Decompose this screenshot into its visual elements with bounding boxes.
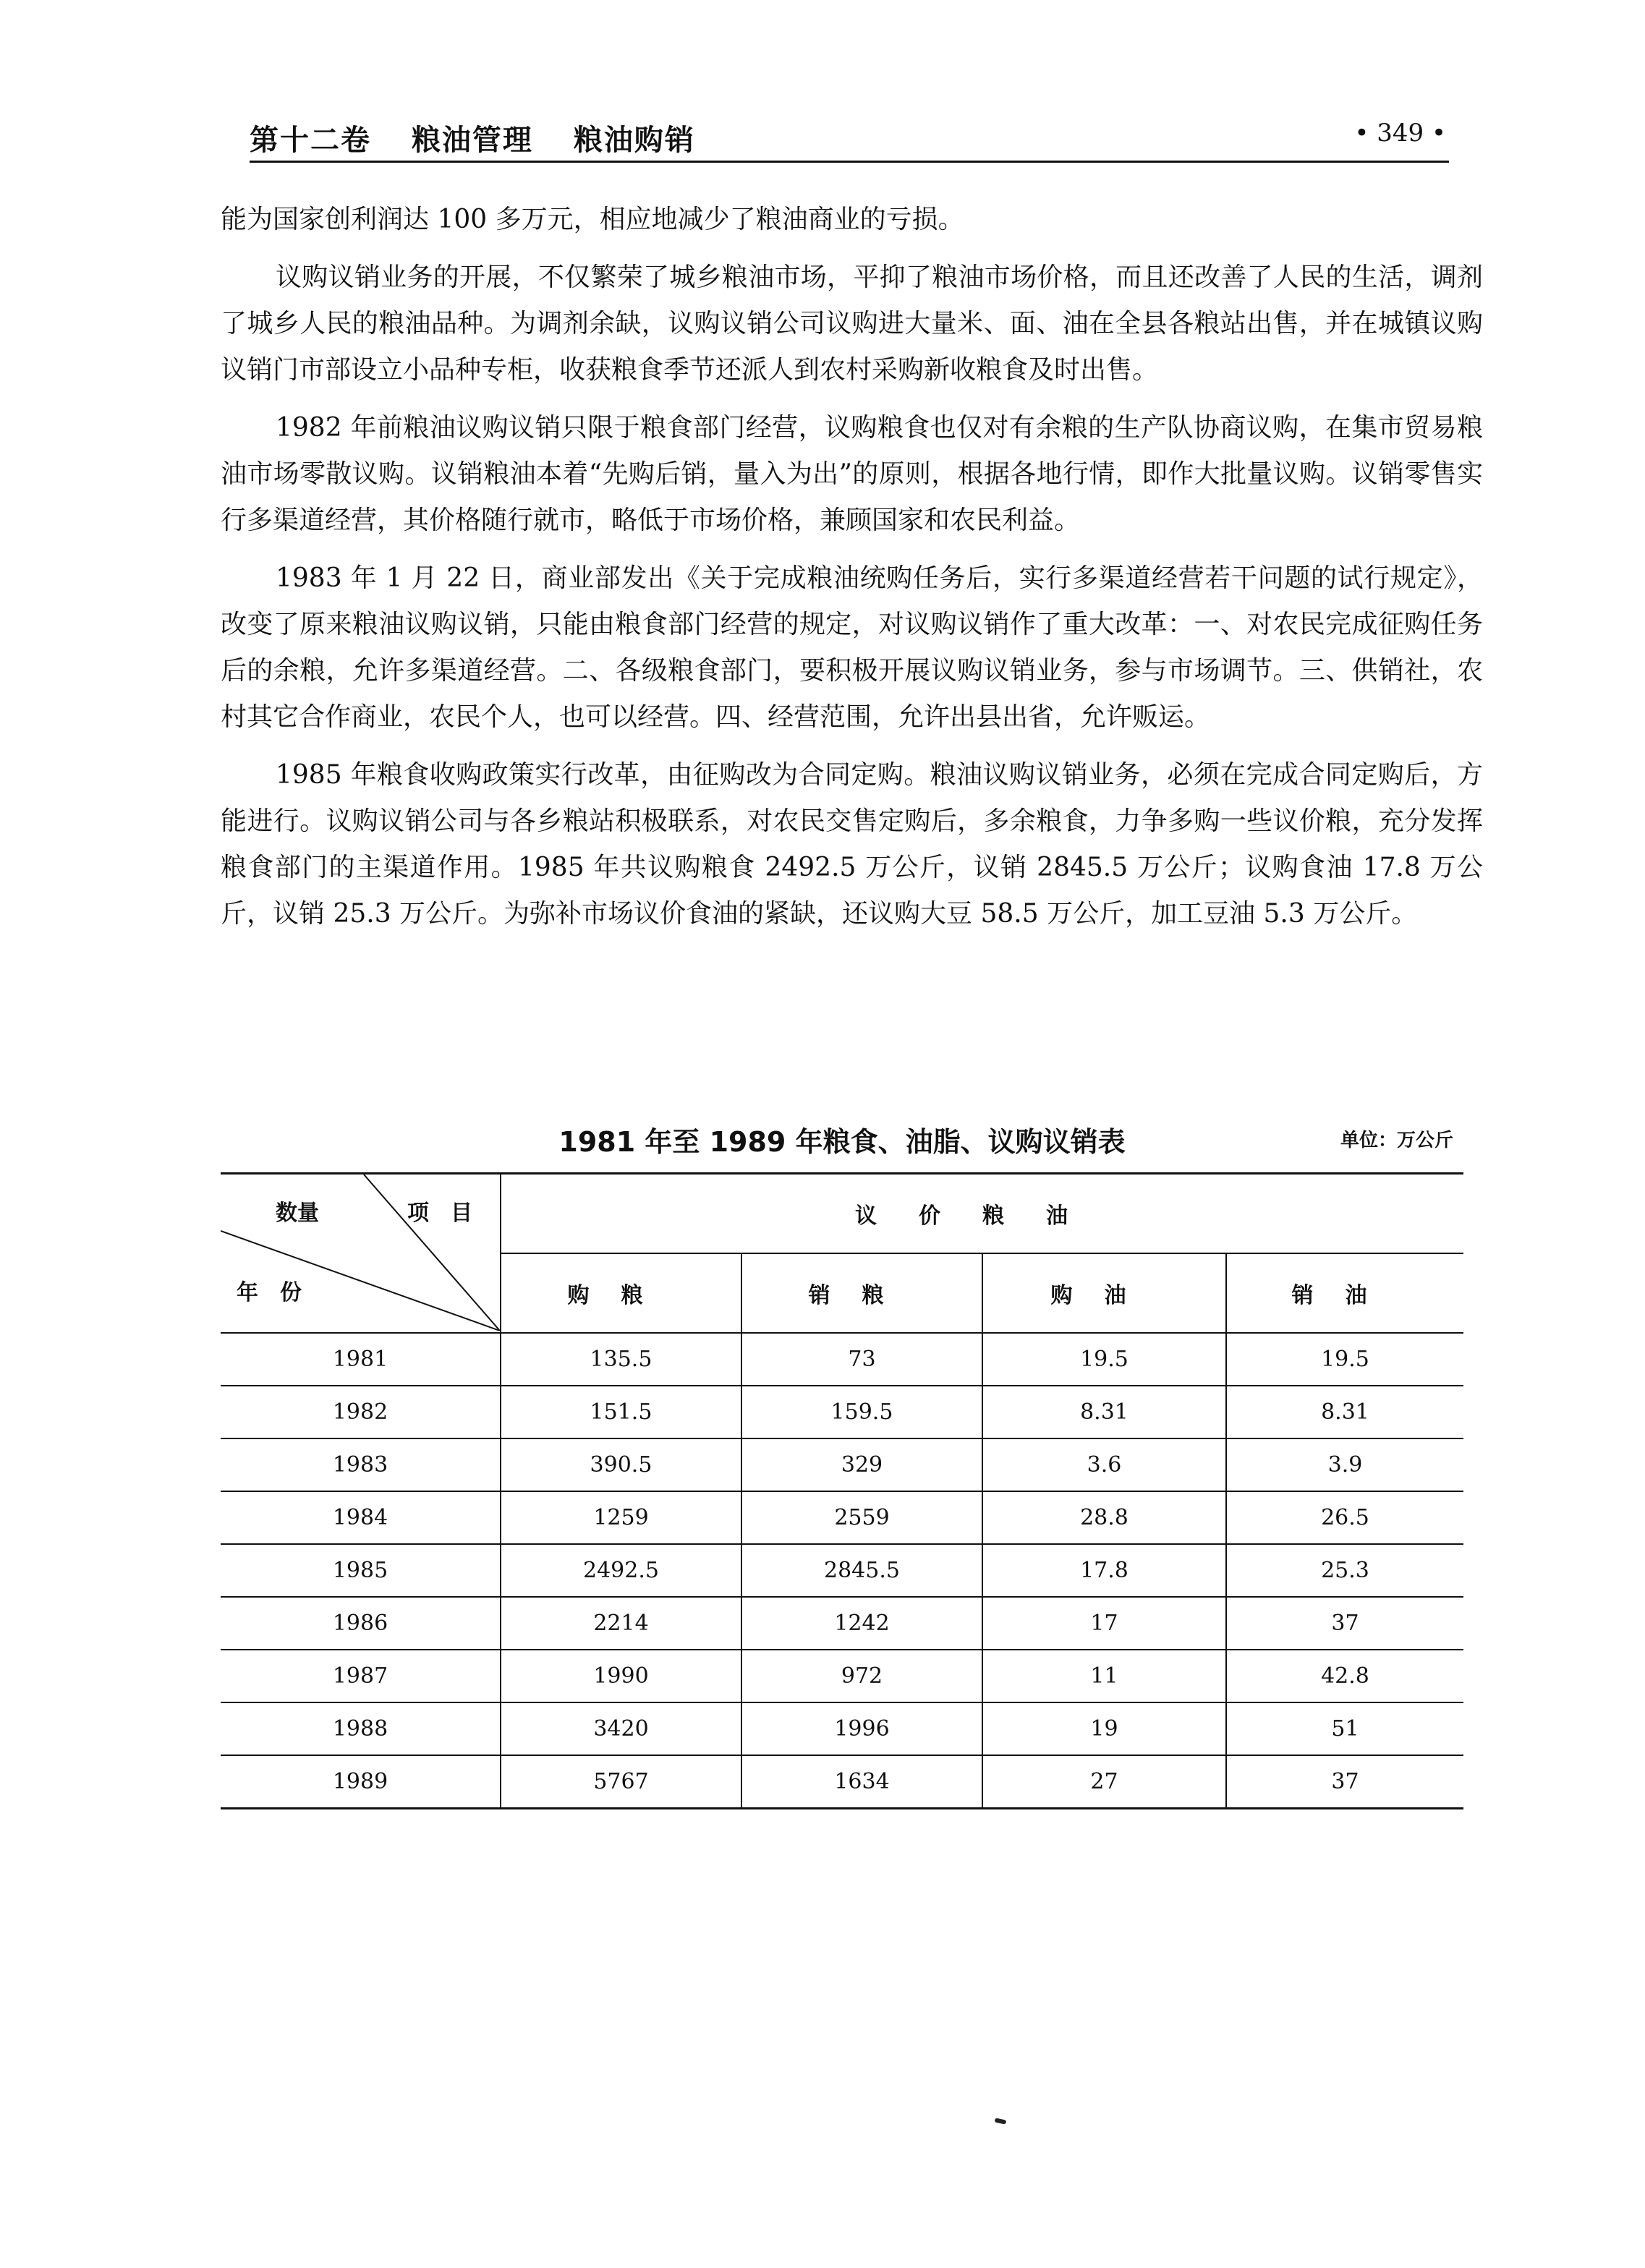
sell-grain-cell: 1996	[741, 1702, 982, 1755]
buy-grain-cell: 2214	[501, 1597, 741, 1650]
buy-grain-cell: 390.5	[501, 1438, 741, 1491]
buy-grain-cell: 3420	[501, 1702, 741, 1755]
buy-grain-cell: 135.5	[501, 1333, 741, 1386]
buy-oil-cell: 27	[982, 1755, 1226, 1809]
column-header-sell-grain: 销粮	[741, 1253, 982, 1333]
sell-grain-cell: 2559	[741, 1491, 982, 1544]
table-row	[221, 1755, 1463, 1809]
buy-grain-cell: 5767	[501, 1755, 741, 1809]
sell-oil-cell: 51	[1226, 1702, 1463, 1755]
table-row	[221, 1333, 1463, 1386]
sell-grain-cell: 1634	[741, 1755, 982, 1809]
sell-oil-cell: 26.5	[1226, 1491, 1463, 1544]
volume-title: 第十二卷	[250, 124, 371, 157]
section-title: 粮油管理	[411, 124, 533, 157]
buy-grain-cell: 2492.5	[501, 1544, 741, 1597]
year-cell: 1984	[221, 1491, 501, 1544]
buy-oil-cell: 11	[982, 1650, 1226, 1702]
body-text	[221, 197, 1483, 949]
buy-grain-cell: 1259	[501, 1491, 741, 1544]
buy-oil-cell: 17	[982, 1597, 1226, 1650]
corner-quantity-label: 数量	[276, 1201, 319, 1226]
table-row	[221, 1386, 1463, 1438]
buy-oil-cell: 8.31	[982, 1386, 1226, 1438]
corner-header-cell	[221, 1174, 501, 1334]
corner-year-label: 年 份	[237, 1280, 302, 1305]
sell-oil-cell: 8.31	[1226, 1386, 1463, 1438]
year-cell: 1989	[221, 1755, 501, 1809]
table-row	[221, 1491, 1463, 1544]
running-head	[250, 117, 724, 158]
sell-oil-cell: 25.3	[1226, 1544, 1463, 1597]
buy-oil-cell: 3.6	[982, 1438, 1226, 1491]
scan-speck	[995, 2118, 1007, 2124]
year-cell: 1986	[221, 1597, 501, 1650]
sell-grain-cell: 1242	[741, 1597, 982, 1650]
year-cell: 1988	[221, 1702, 501, 1755]
year-cell: 1982	[221, 1386, 501, 1438]
paragraph: 1982 年前粮油议购议销只限于粮食部门经营，议购粮食也仅对有余粮的生产队协商议购，在集市贸易粮油市场零散议购。议销粮油本着“先购后销，量入为出”的原则，根据各地行情，即作大批量议购。议销零售实行多渠道经营，其价格随行就市，略低于市场价格，兼顾国家和农民利益。	[221, 413, 1483, 535]
table-row	[221, 1438, 1463, 1491]
corner-item-label: 项 目	[407, 1201, 472, 1226]
year-cell: 1985	[221, 1544, 501, 1597]
sell-oil-cell: 3.9	[1226, 1438, 1463, 1491]
sell-oil-cell: 37	[1226, 1755, 1463, 1809]
column-header-sell-oil: 销油	[1226, 1253, 1463, 1333]
table-row	[221, 1702, 1463, 1755]
table-row	[221, 1650, 1463, 1702]
column-header-buy-oil: 购油	[982, 1253, 1226, 1333]
sell-oil-cell: 37	[1226, 1597, 1463, 1650]
paragraph: 能为国家创利润达 100 多万元，相应地减少了粮油商业的亏损。	[221, 205, 964, 234]
group-header: 议价粮油	[501, 1174, 1463, 1254]
sell-grain-cell: 2845.5	[741, 1544, 982, 1597]
sell-oil-cell: 42.8	[1226, 1650, 1463, 1702]
table-title-row	[221, 1120, 1463, 1156]
year-cell: 1981	[221, 1333, 501, 1386]
buy-oil-cell: 19.5	[982, 1333, 1226, 1386]
buy-oil-cell: 19	[982, 1702, 1226, 1755]
table-row	[221, 1544, 1463, 1597]
buy-grain-cell: 151.5	[501, 1386, 741, 1438]
table-row	[221, 1597, 1463, 1650]
sell-grain-cell: 329	[741, 1438, 982, 1491]
year-cell: 1983	[221, 1438, 501, 1491]
paragraph: 1983 年 1 月 22 日，商业部发出《关于完成粮油统购任务后，实行多渠道经营若干问题的试行规定》，改变了原来粮油议购议销，只能由粮食部门经营的规定，对议购议销作了重大改革：一、对农民完成征购任务后的余粮，允许多渠道经营。二、各级粮食部门，要积极开展议购议销业务，参与市场调节。三、供销社，农村其它合作商业，农民个人，也可以经营。四、经营范围，允许出县出省，允许贩运。	[221, 563, 1483, 732]
sell-grain-cell: 972	[741, 1650, 982, 1702]
subsection-title: 粮油购销	[573, 124, 695, 157]
paragraph: 1985 年粮食收购政策实行改革，由征购改为合同定购。粮油议购议销业务，必须在完成合同定购后，方能进行。议购议销公司与各乡粮站积极联系，对农民交售定购后，多余粮食，力争多购一些议价粮，充分发挥粮食部门的主渠道作用。1985 年共议购粮食 2492.5 万公斤，议销 2845.5 万公斤；议购食油 17.8 万公斤，议销 25.3 万公斤。为弥补市场议价食油的紧缺，还议购大豆 58.5 万公斤，加工豆油 5.3 万公斤。	[221, 760, 1483, 929]
table-title: 1981 年至 1989 年粮食、油脂、议购议销表	[558, 1126, 1126, 1158]
sell-oil-cell: 19.5	[1226, 1333, 1463, 1386]
paragraph: 议购议销业务的开展，不仅繁荣了城乡粮油市场，平抑了粮油市场价格，而且还改善了人民的生活，调剂了城乡人民的粮油品种。为调剂余缺，议购议销公司议购进大量米、面、油在全县各粮站出售，并在城镇议购议销门市部设立小品种专柜，收获粮食季节还派人到农村采购新收粮食及时出售。	[221, 263, 1483, 385]
sell-grain-cell: 159.5	[741, 1386, 982, 1438]
buy-oil-cell: 28.8	[982, 1491, 1226, 1544]
data-table	[221, 1172, 1463, 1809]
column-header-buy-grain: 购粮	[501, 1253, 741, 1333]
table-unit: 单位：万公斤	[1340, 1130, 1453, 1151]
buy-grain-cell: 1990	[501, 1650, 741, 1702]
year-cell: 1987	[221, 1650, 501, 1702]
page-header	[250, 117, 1449, 163]
sell-grain-cell: 73	[741, 1333, 982, 1386]
buy-oil-cell: 17.8	[982, 1544, 1226, 1597]
page-number: • 349 •	[1354, 119, 1446, 148]
